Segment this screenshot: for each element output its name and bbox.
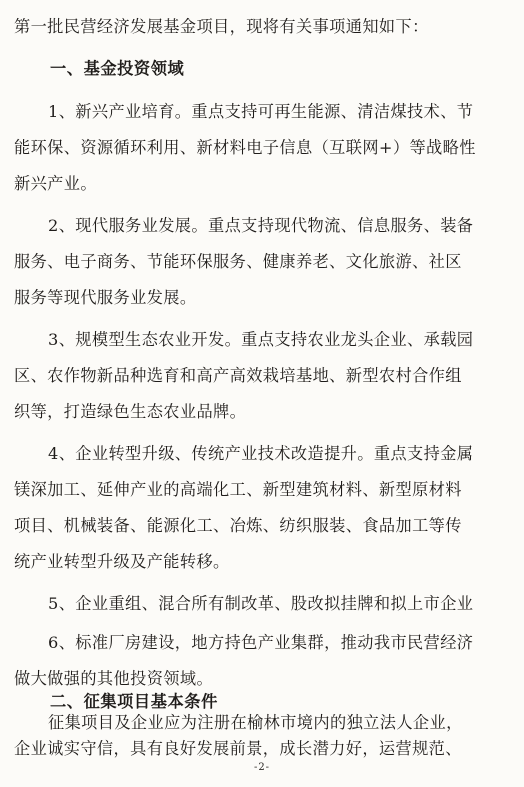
paragraph-line: 2、现代服务业发展。重点支持现代物流、信息服务、装备	[48, 216, 474, 235]
paragraph-line: 区、农作物新品种选育和高产高效栽培基地、新型农村合作组	[14, 366, 462, 385]
paragraph-line: 服务、电子商务、节能环保服务、健康养老、文化旅游、社区	[14, 252, 462, 271]
paragraph-line: 织等，打造绿色生态农业品牌。	[14, 402, 247, 421]
paragraph-line: 项目、机械装备、能源化工、冶炼、纺织服装、食品加工等传	[14, 516, 462, 535]
paragraph-line: 镁深加工、延伸产业的高端化工、新型建筑材料、新型原材料	[14, 480, 462, 499]
paragraph-line: 能环保、资源循环利用、新材料电子信息（互联网+）等战略性	[14, 138, 476, 157]
paragraph-line: 1、新兴产业培育。重点支持可再生能源、清洁煤技术、节	[48, 102, 474, 121]
paragraph-line: 新兴产业。	[14, 174, 97, 193]
paragraph-line: 3、规模型生态农业开发。重点支持农业龙头企业、承载园	[48, 330, 474, 349]
paragraph-line: 服务等现代服务业发展。	[14, 288, 197, 307]
paragraph-line: 4、企业转型升级、传统产业技术改造提升。重点支持金属	[48, 444, 474, 463]
paragraph-line: 做大做强的其他投资领域。	[14, 669, 214, 688]
section-heading-basic-conditions: 二、征集项目基本条件	[50, 692, 218, 711]
paragraph-line: 征集项目及企业应为注册在榆林市境内的独立法人企业，	[48, 713, 463, 732]
paragraph-line: 企业诚实守信，具有良好发展前景，成长潜力好，运营规范、	[14, 739, 462, 758]
paragraph-line: 6、标准厂房建设，地方持色产业集群，推动我市民营经济	[48, 633, 474, 652]
paragraph-line: 统产业转型升级及产能转移。	[14, 552, 230, 571]
intro-line: 第一批民营经济发展基金项目，现将有关事项通知如下：	[14, 17, 429, 36]
page-number: -2-	[253, 762, 271, 773]
section-heading-investment-fields: 一、基金投资领域	[50, 59, 185, 78]
paragraph-line: 5、企业重组、混合所有制改革、股改拟挂牌和拟上市企业	[48, 594, 474, 613]
